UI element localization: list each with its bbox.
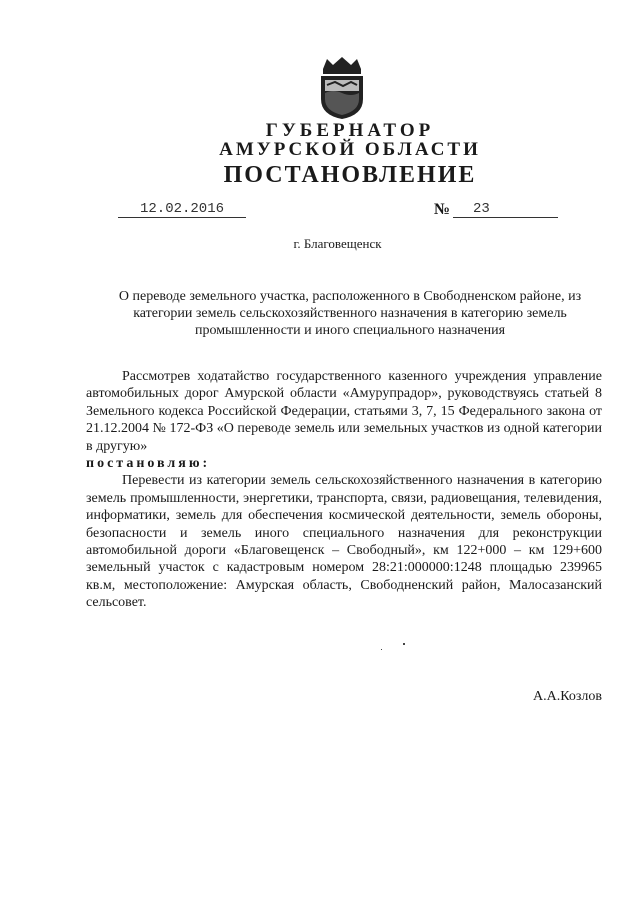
document-type-title: ПОСТАНОВЛЕНИЕ <box>223 162 477 188</box>
scan-speck <box>403 643 405 645</box>
document-body <box>86 368 602 612</box>
date-underline <box>118 217 246 218</box>
decree-word: постановляю: <box>86 456 211 472</box>
document-date: 12.02.2016 <box>140 201 225 217</box>
document-number: 23 <box>473 201 490 217</box>
preamble-paragraph: Рассмотрев ходатайство государственного казенного учреждения управление автомобильных дорог Амурской области «Амурупрадор», руководствуясь статьей 8 Земельного кодекса Российской Федерации, статьями 3, 7, 15 Федерального закона от 21.12.2004 № 172-ФЗ «О переводе земель или земельных участков из одной категории в другую» <box>86 369 602 454</box>
header-governor: ГУБЕРНАТОР <box>265 120 435 141</box>
resolution-paragraph: Перевести из категории земель сельскохозяйственного назначения в категорию земель промышленности, энергетики, транспорта, связи, радиовещания, телевидения, информатики, земель для обеспечения космической деятельности, земель обороны, безопасности и земель иного специального назначения для реконструкции автомобильной дороги «Благовещенск – Свободный», км 122+000 – км 129+600 земельный участок с кадастровым номером 28:21:000000:1248 площадью 239965 кв.м, местоположение: Амурская область, Свободненский район, Малосазанский сельсовет. <box>86 473 602 611</box>
city-label: г. Благовещенск <box>293 236 382 251</box>
scan-speck <box>381 649 382 650</box>
number-sign: № <box>434 201 451 218</box>
document-subject: О переводе земельного участка, расположенного в Свободненском районе, из категории земель сельскохозяйственного назначения в категорию земель промышленности и иного специального назначения <box>118 289 582 338</box>
number-underline <box>453 217 558 218</box>
header-region: АМУРСКОЙ ОБЛАСТИ <box>219 139 481 160</box>
signature-name: А.А.Козлов <box>533 689 602 704</box>
coat-of-arms-icon <box>313 55 371 121</box>
